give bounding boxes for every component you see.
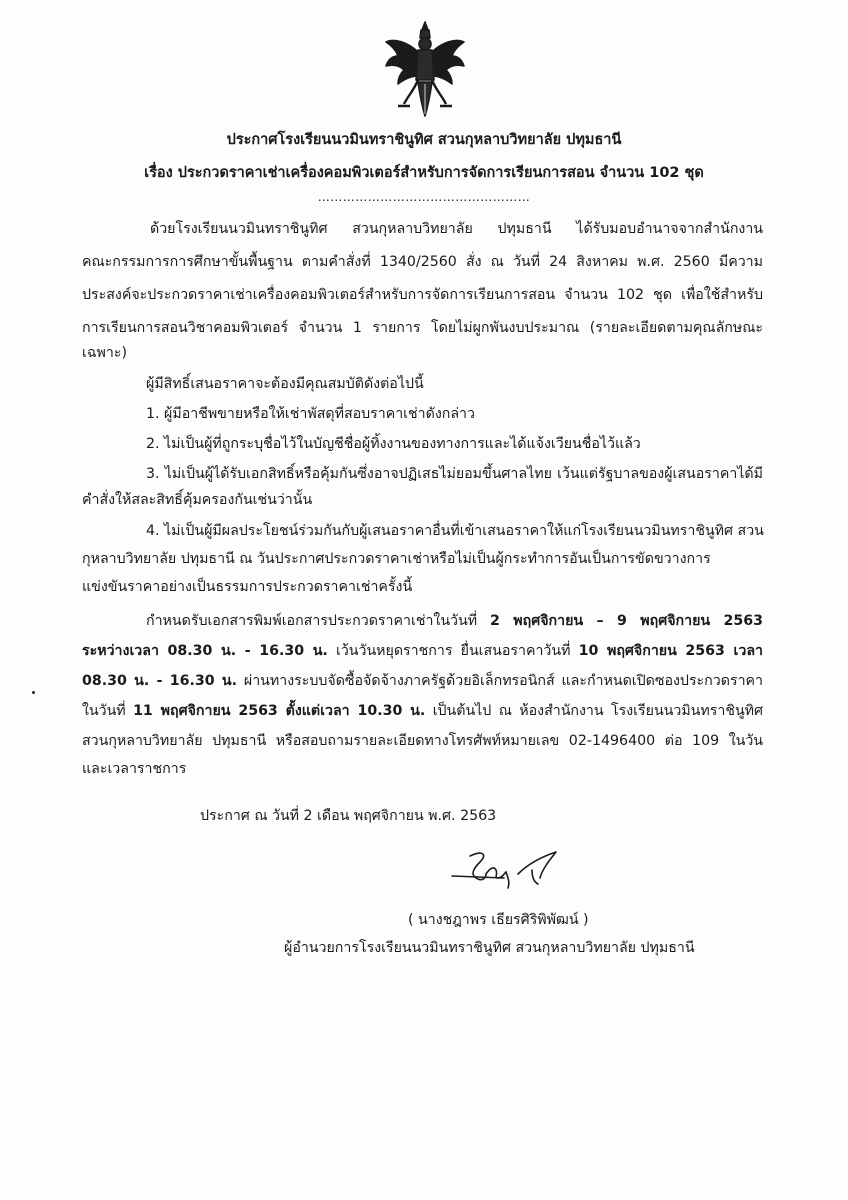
announcement-subject: เรื่อง ประกวดราคาเช่าเครื่องคอมพิวเตอร์สำหรับการจัดการเรียนการสอน จำนวน 102 ชุด [144,165,704,181]
qualification-item-4-line-1: 4. ไม่เป็นผู้มีผลประโยชน์ร่วมกันกับผู้เสนอราคาอื่นที่เข้าเสนอราคาให้แก่โรงเรียนนวมินทราชินูทิศ สวน [146,523,764,539]
intro-line-3: ประสงค์จะประกวดราคาเช่าเครื่องคอมพิวเตอร์สำหรับการจัดการเรียนการสอน จำนวน 102 ชุด เพื่อใช้สำหรับ [82,287,763,303]
intro-line-5: เฉพาะ) [82,345,127,361]
qualifications-lead: ผู้มีสิทธิ์เสนอราคาจะต้องมีคุณสมบัติดังต่อไปนี้ [146,376,424,392]
scan-speck [32,691,35,694]
schedule-line-5: สวนกุหลาบวิทยาลัย ปทุมธานี หรือสอบถามรายละเอียดทางโทรศัพท์หมายเลข 02-1496400 ต่อ 109 ในวัน [82,733,763,749]
qualification-item-1: 1. ผู้มีอาชีพขายหรือให้เช่าพัสดุที่สอบราคาเช่าดังกล่าว [146,406,475,422]
schedule-line-4: ในวันที่ 11 พฤศจิกายน 2563 ตั้งแต่เวลา 10.30 น. เป็นต้นไป ณ ห้องสำนักงาน โรงเรียนนวมินทราชินูทิศ [82,703,763,719]
garuda-emblem-icon [382,20,468,120]
handwritten-signature-icon [448,848,576,898]
announcement-title: ประกาศโรงเรียนนวมินทราชินูทิศ สวนกุหลาบวิทยาลัย ปทุมธานี [226,132,622,148]
qualification-item-3-line-2: คำสั่งให้สละสิทธิ์คุ้มครองกันเช่นว่านั้น [82,492,313,508]
signer-position: ผู้อำนวยการโรงเรียนนวมินทราชินูทิศ สวนกุหลาบวิทยาลัย ปทุมธานี [284,940,695,956]
signer-name: ( นางชฎาพร เธียรศิริพิพัฒน์ ) [408,912,589,928]
schedule-line-2: ระหว่างเวลา 08.30 น. - 16.30 น. เว้นวันหยุดราชการ ยื่นเสนอราคาวันที่ 10 พฤศจิกายน 2563 เวลา [82,643,763,659]
schedule-line-6: และเวลาราชการ [82,761,187,777]
schedule-line-3: 08.30 น. - 16.30 น. ผ่านทางระบบจัดซื้อจัดจ้างภาครัฐด้วยอิเล็กทรอนิกส์ และกำหนดเปิดซองประกวดราคา [82,673,763,689]
intro-line-4: การเรียนการสอนวิชาคอมพิวเตอร์ จำนวน 1 รายการ โดยไม่ผูกพันงบประมาณ (รายละเอียดตามคุณลักษณะ [82,320,763,336]
qualification-item-2: 2. ไม่เป็นผู้ที่ถูกระบุชื่อไว้ในบัญชีชื่อผู้ทิ้งงานของทางการและได้แจ้งเวียนชื่อไว้แล้ว [146,436,641,452]
title-divider: …………………………………………… [317,190,531,204]
qualification-item-4-line-2: กุหลาบวิทยาลัย ปทุมธานี ณ วันประกาศประกวดราคาเช่าหรือไม่เป็นผู้กระทำการอันเป็นการขัดขวางการ [82,551,711,567]
qualification-item-3-line-1: 3. ไม่เป็นผู้ได้รับเอกสิทธิ์หรือคุ้มกันซึ่งอาจปฏิเสธไม่ยอมขึ้นศาลไทย เว้นแต่รัฐบาลของผู้เสนอราคาได้มี [146,466,763,482]
intro-line-1: ด้วยโรงเรียนนวมินทราชินูทิศ สวนกุหลาบวิทยาลัย ปทุมธานี ได้รับมอบอำนาจจากสำนักงาน [150,221,763,237]
intro-line-2: คณะกรรมการการศึกษาขั้นพื้นฐาน ตามคำสั่งที่ 1340/2560 สั่ง ณ วันที่ 24 สิงหาคม พ.ศ. 2560 มีความ [82,254,763,270]
announcement-date: ประกาศ ณ วันที่ 2 เดือน พฤศจิกายน พ.ศ. 2563 [200,808,497,824]
schedule-line-1: กำหนดรับเอกสารพิมพ์เอกสารประกวดราคาเช่าในวันที่ 2 พฤศจิกายน – 9 พฤศจิกายน 2563 [146,613,763,629]
qualification-item-4-line-3: แข่งขันราคาอย่างเป็นธรรมการประกวดราคาเช่าครั้งนี้ [82,579,413,595]
